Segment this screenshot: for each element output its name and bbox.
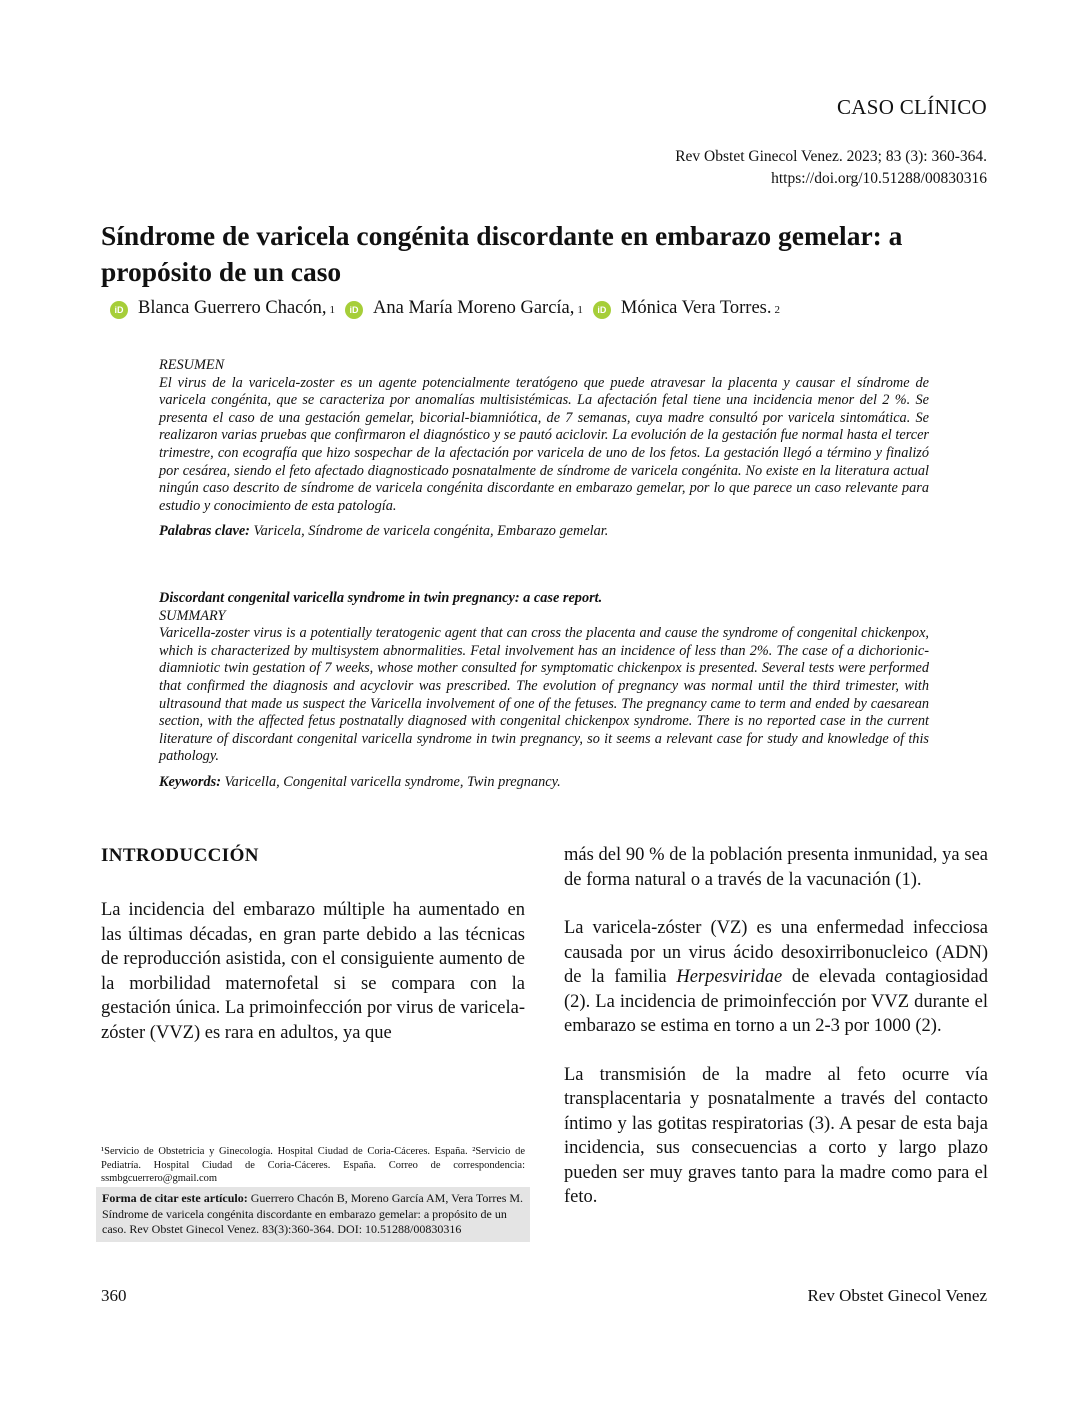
keywords bbox=[159, 774, 929, 792]
keywords-label: Palabras clave: bbox=[159, 523, 250, 540]
citation-box bbox=[96, 1187, 530, 1242]
intro-paragraph: La incidencia del embarazo múltiple ha aumentado en las últimas décadas, en gran parte debido a las técnicas de reproducción asistida, con el consiguiente aumento de la morbilidad maternofetal si se compara con la gestación única. La primoinfección por virus de varicela-zóster (VVZ) es rara en adultos, ya que bbox=[101, 900, 525, 1043]
orcid-icon[interactable]: iD bbox=[110, 301, 128, 319]
intro-paragraph: más del 90 % de la población presenta inmunidad, ya sea de forma natural o a través de la vacunación (1). bbox=[564, 845, 988, 890]
english-title: Discordant congenital varicella syndrome in twin pregnancy: a case report. bbox=[159, 590, 603, 606]
journal-citation: Rev Obstet Ginecol Venez. 2023; 83 (3): 360-364. bbox=[675, 148, 987, 165]
paragraph-text: de elevada contagiosidad (2). La incidencia de primoinfección por VVZ durante el embarazo se estima en torno a un 2-3 por 1000 (2). bbox=[564, 967, 988, 1036]
summary-text: Varicella-zoster virus is a potentially teratogenic agent that can cross the placenta and cause the syndrome of congenital chickenpox, which is characterized by multisystem abnormalities. Fetal involvement has an incidence of less than 2%. The case of a dichorionic-diamniotic twin gestation of 7 weeks, whose mother consulted for symptomatic chickenpox is presented. Several tests were performed that confirmed the diagnosis and acyclovir was prescribed. The evolution of pregnancy was normal until the third trimester, with ultrasound that made us suspect the Varicella involvement of one of the fetuses. The pregnancy came to term and ended by caesarean section, with the affected fetus postnatally diagnosed with congenital chickenpox syndrome. There is no reported case in the current literature of discordant congenital varicella syndrome in twin pregnancy, so it seems a relevant case for study and knowledge of this pathology. bbox=[159, 625, 929, 765]
summary-block bbox=[159, 590, 929, 792]
orcid-icon[interactable]: iD bbox=[593, 301, 611, 319]
author-1[interactable] bbox=[110, 298, 335, 319]
resumen-heading: RESUMEN bbox=[159, 357, 225, 373]
taxon-name: Herpesviridae bbox=[676, 967, 783, 987]
citation-text: Guerrero Chacón B, Moreno García AM, Vera Torres M. Síndrome de varicela congénita discordante en embarazo gemelar: a propósito de un caso. Rev Obstet Ginecol Venez. 83(3):360-364. DOI: 10.51288/00830316 bbox=[102, 1191, 524, 1236]
affiliation-mark: 1 bbox=[329, 304, 336, 316]
paragraph-text: La varicela-zóster (VZ) es una enfermedad infecciosa causada por un virus ácido desoxirribonucleico (ADN) de la familia bbox=[564, 918, 988, 987]
author-3[interactable] bbox=[593, 298, 780, 319]
left-column-body bbox=[101, 898, 525, 1045]
author-name: Ana María Moreno García, bbox=[373, 298, 575, 318]
resumen-block bbox=[159, 357, 929, 541]
author-list bbox=[110, 298, 790, 319]
right-column-body bbox=[564, 843, 988, 1210]
author-name: Mónica Vera Torres. bbox=[620, 298, 772, 318]
section-heading-introduccion: INTRODUCCIÓN bbox=[101, 845, 259, 866]
affiliation-footnote: ¹Servicio de Obstetricia y Ginecología. Hospital Ciudad de Coria-Cáceres. España. ²Servicio de Pediatría. Hospital Ciudad de Coria-Cáceres. España. Correo de correspondencia: ssmbgcuerrero@gmail.com bbox=[101, 1146, 525, 1184]
keywords-text: Varicella, Congenital varicella syndrome, Twin pregnancy. bbox=[224, 773, 561, 790]
resumen-text: El virus de la varicela-zoster es un agente potencialmente teratógeno que puede atravesar la placenta y causar el síndrome de varicela congénita, que se caracteriza por anomalías multisistémicas. La afectación fetal tiene una incidencia menor del 2 %. Se presenta el caso de una gestación gemelar, bicorial-biamniótica, de 7 semanas, cuya madre consultó por varicela sintomática. Se realizaron varias pruebas que confirmaron el diagnóstico y se pautó aciclovir. La evolución de la gestación fue normal hasta el tercer trimestre, con ecografía que hizo sospechar de la afectación por varicela de uno de los fetos. La gestación llegó a término y finalizó por cesárea, siendo el feto afectado diagnosticado posnatalmente de síndrome de varicela congénita. No existe en la literatura actual ningún caso descrito de síndrome de varicela congénita discordante en embarazo gemelar, por lo que parece un caso relevante para estudio y conocimiento de esta patología. bbox=[159, 374, 929, 514]
keywords-text: Varicela, Síndrome de varicela congénita, Embarazo gemelar. bbox=[253, 523, 609, 540]
author-name: Blanca Guerrero Chacón, bbox=[138, 298, 327, 318]
intro-paragraph: La transmisión de la madre al feto ocurre vía transplacentaria y posnatalmente a través del contacto íntimo y las gotitas respiratorias (3). A pesar de esta baja incidencia, sus consecuencias a corto y largo plazo pueden ser muy graves tanto para la madre como para el feto. bbox=[564, 1064, 988, 1207]
journal-footer: Rev Obstet Ginecol Venez bbox=[807, 1286, 987, 1305]
intro-paragraph bbox=[564, 916, 988, 1039]
page-number: 360 bbox=[101, 1286, 127, 1305]
doi-link[interactable]: https://doi.org/10.51288/00830316 bbox=[771, 170, 987, 187]
author-2[interactable] bbox=[345, 298, 583, 319]
affiliation-mark: 2 bbox=[774, 304, 780, 316]
orcid-icon[interactable]: iD bbox=[345, 301, 363, 319]
article-title: Síndrome de varicela congénita discordante en embarazo gemelar: a propósito de un caso bbox=[101, 220, 903, 287]
summary-heading: SUMMARY bbox=[159, 607, 226, 624]
palabras-clave bbox=[159, 523, 929, 541]
citation-label: Forma de citar este artículo: bbox=[102, 1191, 248, 1205]
section-label: CASO CLÍNICO bbox=[836, 95, 987, 119]
keywords-label: Keywords: bbox=[159, 773, 221, 790]
affiliation-mark: 1 bbox=[577, 304, 583, 316]
